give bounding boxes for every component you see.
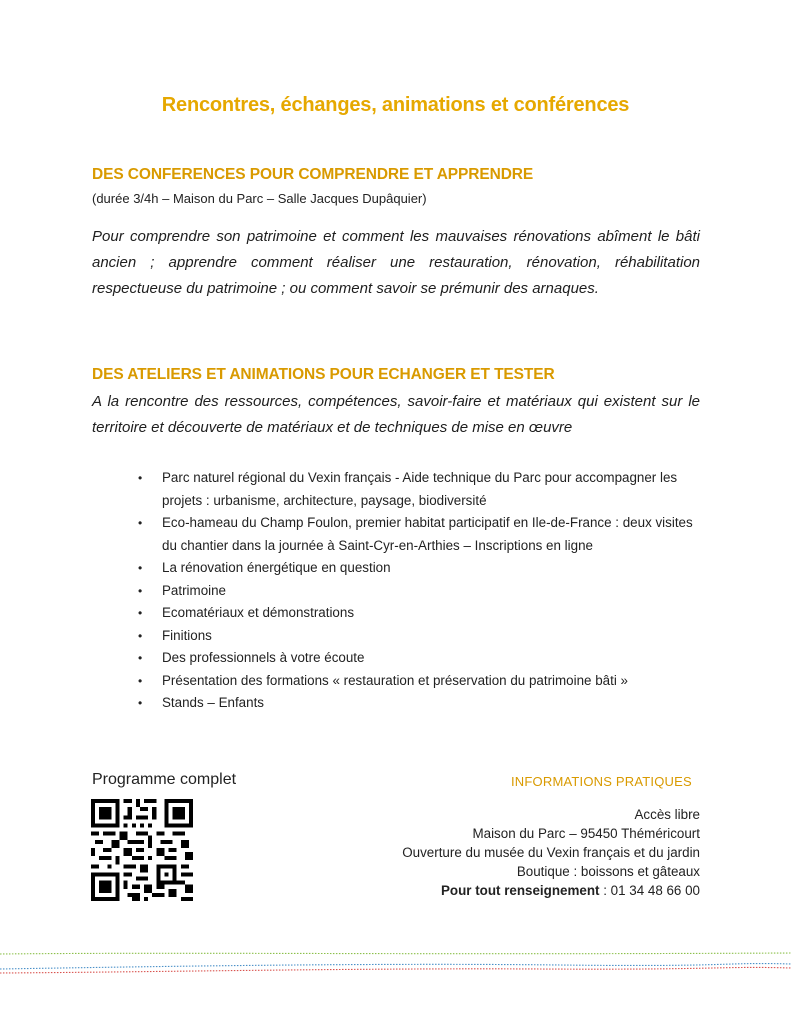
list-item-text: Eco-hameau du Champ Foulon, premier habitat participatif en Ile-de-France : deux visites du chantier dans la journée à Saint-Cyr-en-Arthies – Inscriptions en ligne [162,515,693,553]
list-item [138,670,708,693]
list-item [138,602,708,625]
bullet-icon: • [138,471,143,485]
conferences-subtitle: (durée 3/4h – Maison du Parc – Salle Jacques Dupâquier) [92,191,427,206]
info-heading: INFORMATIONS PRATIQUES [511,774,692,789]
bullet-icon: • [138,696,143,710]
list-item-text: Finitions [162,627,212,643]
list-item-text: La rénovation énergétique en question [162,560,391,575]
qr-code-icon[interactable] [91,799,193,901]
info-access: Accès libre [634,807,700,822]
list-item [138,467,708,512]
info-address: Maison du Parc – 95450 Théméricourt [472,826,700,841]
info-contact-sep: : [599,883,611,898]
info-museum: Ouverture du musée du Vexin français et du jardin [402,845,700,860]
bullet-icon: • [138,673,143,688]
list-item-text: Patrimoine [162,582,227,598]
list-item [138,625,708,648]
bullet-icon: • [138,606,143,620]
list-item-text: Parc naturel régional du Vexin français - Aide technique du Parc pour accompagner les projets : urbanisme, architecture, paysage, biodiversité [162,470,678,508]
info-contact [402,881,700,900]
conferences-heading: DES CONFERENCES POUR COMPRENDRE ET APPRENDRE [92,166,534,183]
list-item-text: Présentation des formations « restauration et préservation du patrimoine bâti » [162,672,628,688]
bullet-icon: • [138,583,143,598]
bullet-icon: • [138,516,143,530]
decorative-lines [0,945,791,985]
ateliers-description: A la rencontre des ressources, compétences, savoir-faire et matériaux qui existent sur le territoire et découverte de matériaux et de techniques de mise en œuvre [92,393,700,436]
page-title: Rencontres, échanges, animations et conférences [161,94,630,116]
info-contact-label: Pour tout renseignement [440,883,600,898]
ateliers-list [138,467,708,715]
programme-label: Programme complet [92,771,237,788]
bullet-icon: • [138,561,143,575]
list-item [138,692,708,715]
ateliers-heading: DES ATELIERS ET ANIMATIONS POUR ECHANGER ET TESTER [92,366,555,383]
list-item [138,557,708,580]
info-shop: Boutique : boissons et gâteaux [516,864,700,879]
list-item [138,647,708,670]
conferences-description: Pour comprendre son patrimoine et comment les mauvaises rénovations abîment le bâti ancien ; apprendre comment réaliser une restauration, rénovation, réhabilitation respectueuse du patrimoine ; ou comment savoir se prémunir des arnaques. [92,228,700,297]
bullet-icon: • [138,651,143,665]
list-item-text: Stands – Enfants [162,695,264,710]
info-phone[interactable]: 01 34 48 66 00 [610,883,700,898]
list-item [138,580,708,603]
list-item-text: Des professionnels à votre écoute [162,650,365,665]
list-item-text: Ecomatériaux et démonstrations [162,605,355,620]
bullet-icon: • [138,628,143,643]
list-item [138,512,708,557]
info-block [402,805,700,900]
